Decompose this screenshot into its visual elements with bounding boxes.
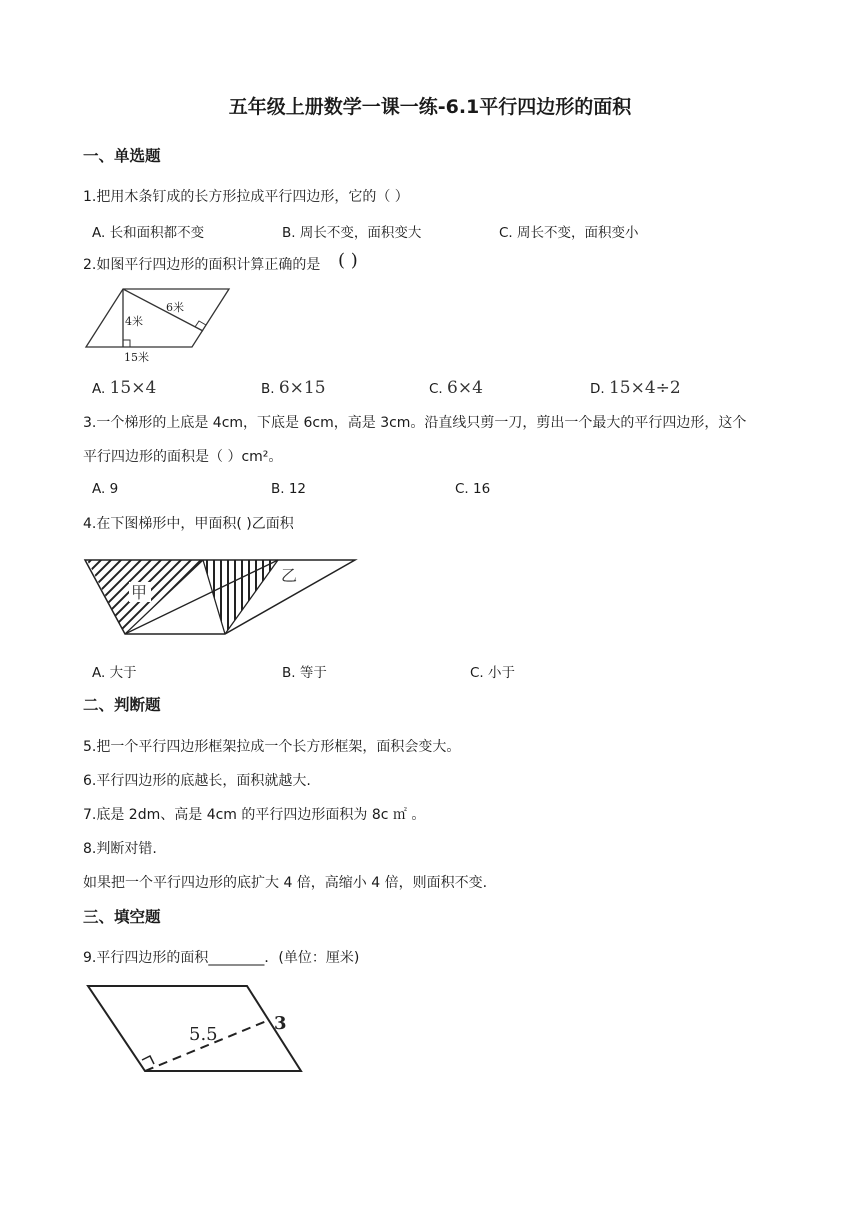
option-b-expression: 6×15 — [278, 378, 326, 398]
inner-line-4 — [225, 560, 278, 634]
question-4-option-b[interactable]: B. 等于 — [282, 665, 327, 681]
region-jia-hatching — [3, 558, 213, 638]
question-3-text-line-1: 3.一个梯形的上底是 4cm，下底是 6cm，高是 3cm。沿直线只剪一刀，剪出一个最大的平行四边形，这个 — [83, 415, 747, 431]
side-label: 3 — [274, 1013, 287, 1034]
question-1-option-b[interactable]: B. 周长不变，面积变大 — [282, 225, 422, 241]
option-a-label: A. — [92, 381, 110, 397]
height-label: 4米 — [125, 315, 143, 328]
base-label: 15米 — [124, 351, 149, 364]
question-2-option-b[interactable] — [261, 378, 326, 398]
question-3-option-c[interactable]: C. 16 — [455, 481, 491, 497]
section-heading-single-choice: 一、单选题 — [83, 147, 161, 165]
question-1-option-a[interactable]: A. 长和面积都不变 — [92, 225, 205, 241]
question-3-option-a[interactable]: A. 9 — [92, 481, 119, 497]
question-9-parallelogram-figure — [85, 982, 305, 1077]
option-d-expression: 15×4÷2 — [608, 378, 681, 398]
slant-label: 6米 — [166, 301, 184, 314]
right-angle-mark-side — [195, 321, 206, 327]
question-7-text: 7.底是 2dm、高是 4cm 的平行四边形面积为 8c ㎡ 。 — [83, 807, 426, 823]
question-2-parallelogram-figure — [80, 285, 240, 365]
question-1-option-c[interactable]: C. 周长不变，面积变小 — [499, 225, 639, 241]
option-c-expression: 6×4 — [447, 378, 483, 398]
option-c-label: C. — [429, 381, 448, 397]
question-4-text: 4.在下图梯形中，甲面积( )乙面积 — [83, 516, 294, 532]
height-label: 5.5 — [189, 1024, 218, 1045]
question-2-text: 2.如图平行四边形的面积计算正确的是 — [83, 257, 321, 273]
question-5-text: 5.把一个平行四边形框架拉成一个长方形框架，面积会变大。 — [83, 739, 461, 755]
option-a-expression: 15×4 — [109, 378, 157, 398]
question-2-option-c[interactable] — [429, 378, 483, 398]
section-heading-fill-in: 三、填空题 — [83, 908, 161, 926]
yi-label: 乙 — [281, 566, 298, 585]
parallelogram-outline — [86, 289, 229, 347]
question-2-option-d[interactable] — [590, 378, 681, 398]
question-1-text: 1.把用木条钉成的长方形拉成平行四边形，它的（ ） — [83, 189, 409, 205]
question-6-text: 6.平行四边形的底越长，面积就越大. — [83, 773, 311, 789]
question-3-text-line-2: 平行四边形的面积是（ ）cm²。 — [83, 449, 283, 465]
question-3-option-b[interactable]: B. 12 — [271, 481, 307, 497]
jia-label: 甲 — [131, 583, 148, 602]
right-angle-mark-bottom — [123, 340, 130, 347]
question-4-trapezoid-figure — [83, 558, 358, 638]
question-8-text-line-1: 8.判断对错. — [83, 841, 157, 857]
question-4-option-a[interactable]: A. 大于 — [92, 665, 137, 681]
question-2-answer-blank: ( ) — [338, 250, 358, 271]
option-b-label: B. — [261, 381, 279, 397]
question-4-option-c[interactable]: C. 小于 — [470, 665, 516, 681]
right-angle-mark — [142, 1056, 154, 1064]
option-d-label: D. — [590, 381, 609, 397]
region-yi-hatching — [207, 558, 277, 638]
page-title: 五年级上册数学一课一练-6.1平行四边形的面积 — [228, 96, 632, 118]
question-8-text-line-2: 如果把一个平行四边形的底扩大 4 倍，高缩小 4 倍，则面积不变. — [83, 875, 488, 891]
question-2-option-a[interactable] — [92, 378, 156, 398]
question-9-text: 9.平行四边形的面积________．(单位：厘米) — [83, 950, 360, 966]
section-heading-true-false: 二、判断题 — [83, 696, 161, 714]
